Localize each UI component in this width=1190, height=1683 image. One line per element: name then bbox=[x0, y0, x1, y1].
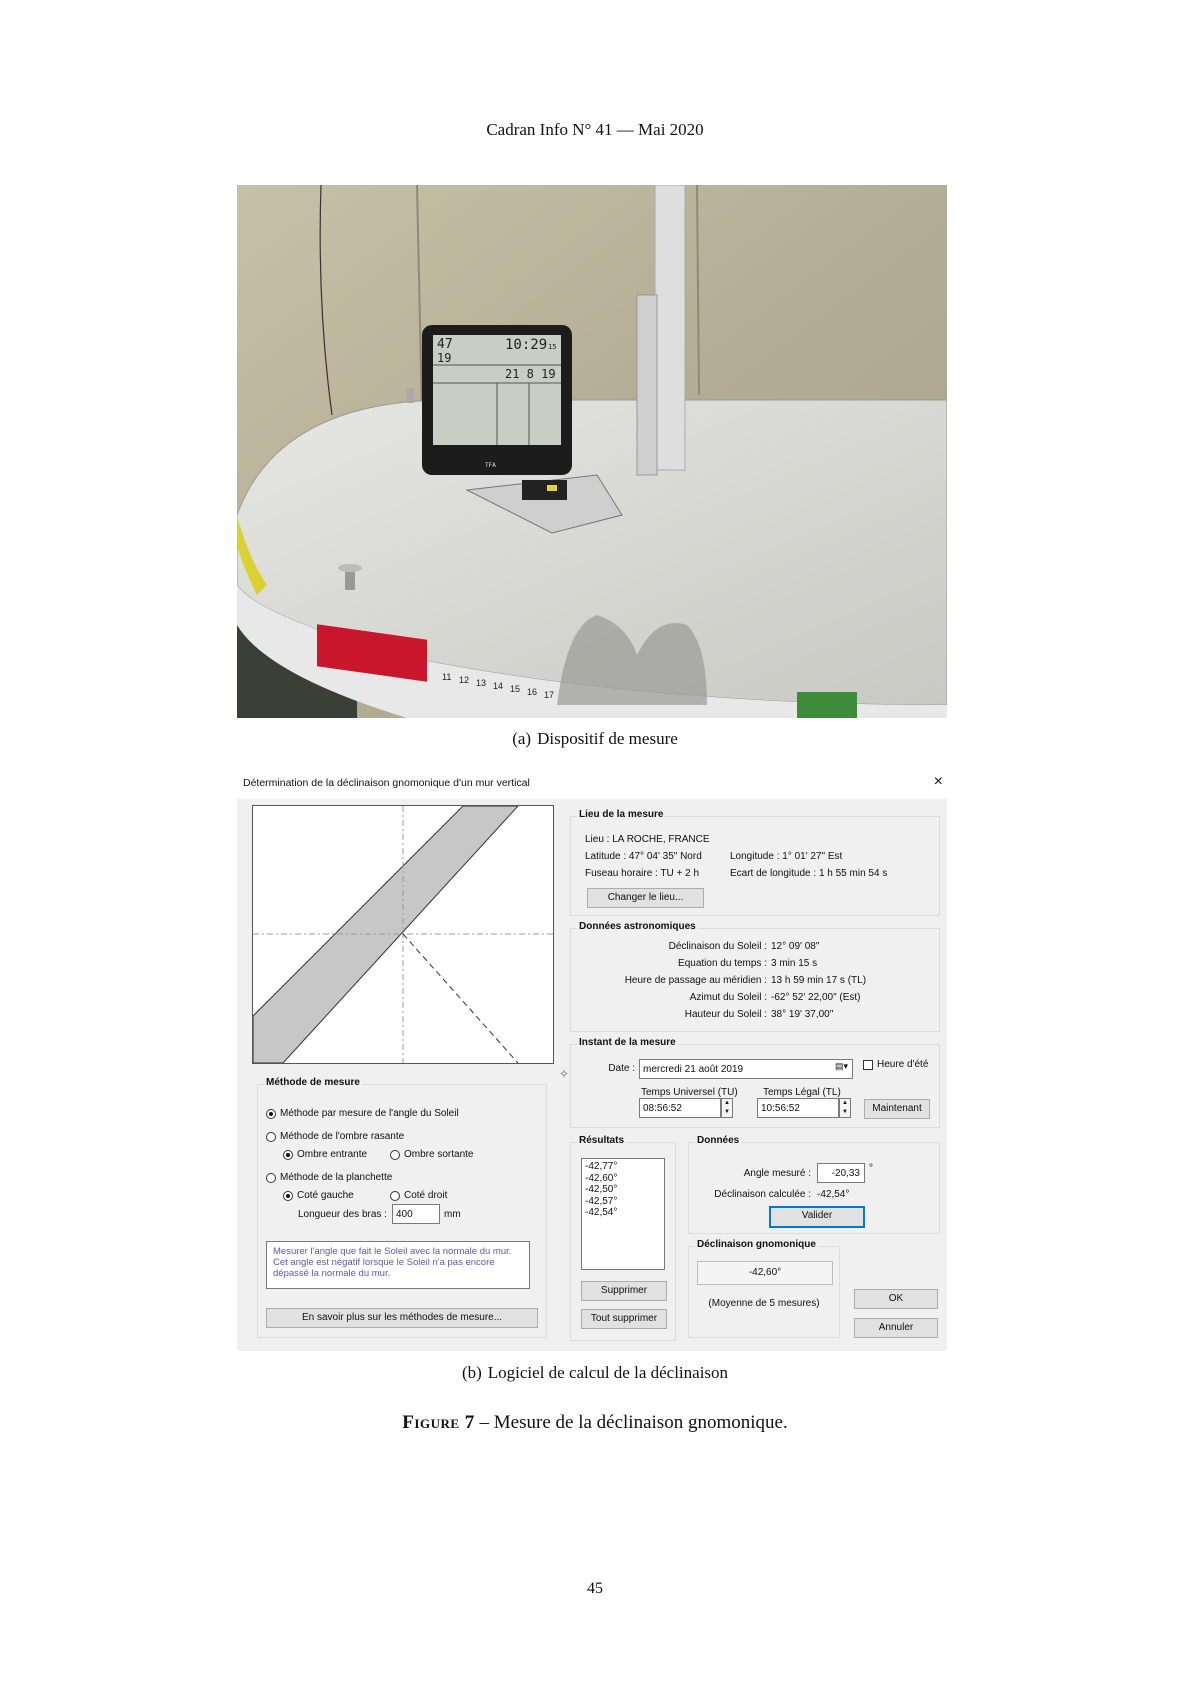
measured-angle-input[interactable]: -20,33 bbox=[817, 1163, 865, 1183]
label-longueur: Longueur des bras : bbox=[298, 1209, 387, 1220]
astronomical-title: Données astronomiques bbox=[579, 921, 696, 932]
cancel-button[interactable]: Annuler bbox=[854, 1318, 938, 1338]
computed-declination-label: Déclinaison calculée : bbox=[714, 1189, 811, 1200]
astro-label: Déclinaison du Soleil : bbox=[668, 941, 767, 952]
caption-a-text: Dispositif de mesure bbox=[537, 729, 678, 748]
clock-date: 21 8 19 bbox=[505, 367, 556, 381]
radio-planchette-method[interactable] bbox=[266, 1173, 276, 1183]
change-location-button[interactable]: Changer le lieu... bbox=[587, 888, 704, 908]
astro-value: 13 h 59 min 17 s (TL) bbox=[771, 975, 867, 986]
radio-cote-gauche[interactable] bbox=[283, 1191, 293, 1201]
method-group bbox=[257, 1077, 547, 1338]
tu-input[interactable]: 08:56:52 bbox=[639, 1098, 721, 1118]
computed-declination-value: -42,54° bbox=[817, 1189, 850, 1200]
caption-a bbox=[0, 729, 1190, 749]
results-list-item[interactable]: -42,54° bbox=[585, 1207, 618, 1218]
summer-time-checkbox[interactable] bbox=[863, 1060, 873, 1070]
instant-group bbox=[570, 1037, 940, 1128]
radio-shadow-method[interactable] bbox=[266, 1132, 276, 1142]
figure-label: Figure 7 bbox=[402, 1412, 475, 1433]
location-timezone: Fuseau horaire : TU + 2 h bbox=[585, 868, 700, 879]
label-cote-droit: Coté droit bbox=[404, 1190, 448, 1201]
label-planchette-method: Méthode de la planchette bbox=[280, 1172, 393, 1183]
longueur-unit: mm bbox=[444, 1209, 461, 1220]
tl-spinner-icon[interactable]: ▲ ▼ bbox=[839, 1098, 851, 1118]
astro-label: Azimut du Soleil : bbox=[689, 992, 767, 1003]
figure-caption bbox=[0, 1412, 1190, 1434]
results-list[interactable] bbox=[581, 1158, 665, 1270]
results-list-item[interactable]: -42,50° bbox=[585, 1184, 618, 1195]
tape-number: 11 bbox=[442, 672, 452, 682]
summer-time-label: Heure d'été bbox=[877, 1059, 929, 1070]
results-list-item[interactable]: -42,57° bbox=[585, 1195, 618, 1207]
calendar-dropdown-icon[interactable]: ▤▾ bbox=[835, 1061, 849, 1071]
sun-angle-diagram bbox=[252, 805, 554, 1064]
tape-number: 17 bbox=[544, 690, 555, 700]
date-picker[interactable]: mercredi 21 août 2019 bbox=[639, 1059, 853, 1079]
results-title: Résultats bbox=[579, 1135, 625, 1146]
astro-label: Hauteur du Soleil : bbox=[684, 1009, 767, 1020]
tu-label: Temps Universel (TU) bbox=[641, 1087, 738, 1098]
label-ombre-sortante: Ombre sortante bbox=[404, 1149, 474, 1160]
location-group bbox=[570, 809, 940, 916]
sparkle-icon: ✧ bbox=[559, 1067, 570, 1081]
delete-all-button[interactable]: Tout supprimer bbox=[581, 1309, 667, 1329]
declination-dialog bbox=[237, 773, 947, 1351]
astro-label: Heure de passage au méridien : bbox=[624, 975, 767, 986]
clock-brand: TFA bbox=[485, 462, 496, 469]
clock-humidity: 19 bbox=[437, 351, 452, 365]
astro-value: 38° 19' 37,00" bbox=[771, 1009, 834, 1020]
location-title: Lieu de la mesure bbox=[579, 809, 664, 820]
clock-seconds: 15 bbox=[548, 343, 557, 351]
label-ombre-entrante: Ombre entrante bbox=[297, 1149, 368, 1160]
tu-spinner-icon[interactable]: ▲ ▼ bbox=[721, 1098, 733, 1118]
tape-number: 13 bbox=[476, 678, 487, 688]
location-longitude-offset: Ecart de longitude : 1 h 55 min 54 s bbox=[730, 868, 888, 879]
date-label: Date : bbox=[608, 1063, 635, 1074]
measurement-device-photo bbox=[237, 185, 947, 718]
caption-a-label: (a) bbox=[512, 729, 532, 748]
diagram-drawing bbox=[253, 806, 553, 1063]
radio-ombre-sortante[interactable] bbox=[390, 1150, 400, 1160]
declination-group bbox=[688, 1239, 840, 1338]
method-info-text: Mesurer l'angle que fait le Soleil avec la normale du mur. Cet angle est négatif lorsque le Soleil n'a pas encore dépassé la normale du mur. bbox=[266, 1241, 530, 1289]
ok-button[interactable]: OK bbox=[854, 1289, 938, 1309]
caption-b-label: (b) bbox=[461, 1363, 482, 1382]
astronomical-group bbox=[570, 921, 940, 1032]
close-icon[interactable]: × bbox=[933, 773, 943, 790]
location-name: Lieu : LA ROCHE, FRANCE bbox=[585, 834, 710, 845]
radio-angle-method[interactable] bbox=[266, 1109, 276, 1119]
longueur-input[interactable]: 400 bbox=[392, 1204, 440, 1224]
more-methods-button[interactable]: En savoir plus sur les méthodes de mesure... bbox=[266, 1308, 538, 1328]
data-group bbox=[688, 1135, 940, 1234]
instant-title: Instant de la mesure bbox=[579, 1037, 676, 1048]
tape-number: 12 bbox=[459, 675, 470, 685]
dialog-body bbox=[237, 799, 947, 1351]
results-list-item[interactable]: -42,60° bbox=[585, 1172, 618, 1184]
label-angle-method: Méthode par mesure de l'angle du Soleil bbox=[280, 1108, 459, 1119]
clock-time: 10:29 bbox=[505, 337, 548, 353]
astro-value: 12° 09' 08" bbox=[771, 941, 820, 952]
location-latitude: Latitude : 47° 04' 35" Nord bbox=[585, 851, 702, 862]
location-longitude: Longitude : 1° 01' 27" Est bbox=[730, 851, 843, 862]
results-list-item[interactable]: -42,77° bbox=[585, 1161, 618, 1172]
tl-input[interactable]: 10:56:52 bbox=[757, 1098, 839, 1118]
method-title: Méthode de mesure bbox=[266, 1077, 360, 1088]
measured-angle-unit: ° bbox=[869, 1163, 873, 1174]
caption-b bbox=[0, 1363, 1190, 1383]
astro-label: Equation du temps : bbox=[678, 958, 767, 969]
tape-number: 14 bbox=[493, 681, 504, 691]
tape-number: 16 bbox=[527, 687, 538, 697]
measured-angle-label: Angle mesuré : bbox=[743, 1168, 811, 1179]
declination-result: -42,60° bbox=[697, 1261, 833, 1285]
radio-ombre-entrante[interactable] bbox=[283, 1150, 293, 1160]
figure-text: – Mesure de la déclinaison gnomonique. bbox=[474, 1412, 788, 1433]
caption-b-text: Logiciel de calcul de la déclinaison bbox=[487, 1363, 729, 1382]
clock-temperature: 47 bbox=[437, 337, 453, 352]
results-group bbox=[570, 1135, 676, 1341]
dialog-title: Détermination de la déclinaison gnomonique d'un mur vertical bbox=[243, 777, 530, 789]
label-cote-gauche: Coté gauche bbox=[297, 1190, 354, 1201]
radio-cote-droit[interactable] bbox=[390, 1191, 400, 1201]
declination-title: Déclinaison gnomonique bbox=[697, 1239, 816, 1250]
astro-value: 3 min 15 s bbox=[771, 958, 818, 969]
tape-number: 15 bbox=[510, 684, 521, 694]
photo-illustration bbox=[237, 185, 947, 718]
declination-note: (Moyenne de 5 mesures) bbox=[708, 1298, 820, 1309]
data-title: Données bbox=[697, 1135, 740, 1146]
validate-button[interactable]: Valider bbox=[769, 1206, 865, 1228]
tl-label: Temps Légal (TL) bbox=[763, 1087, 841, 1098]
astro-value: -62° 52' 22,00" (Est) bbox=[771, 992, 861, 1003]
now-button[interactable]: Maintenant bbox=[864, 1099, 930, 1119]
running-head: Cadran Info N° 41 — Mai 2020 bbox=[486, 120, 704, 139]
label-shadow-method: Méthode de l'ombre rasante bbox=[280, 1131, 405, 1142]
delete-button[interactable]: Supprimer bbox=[581, 1281, 667, 1301]
page-number: 45 bbox=[587, 1580, 603, 1597]
